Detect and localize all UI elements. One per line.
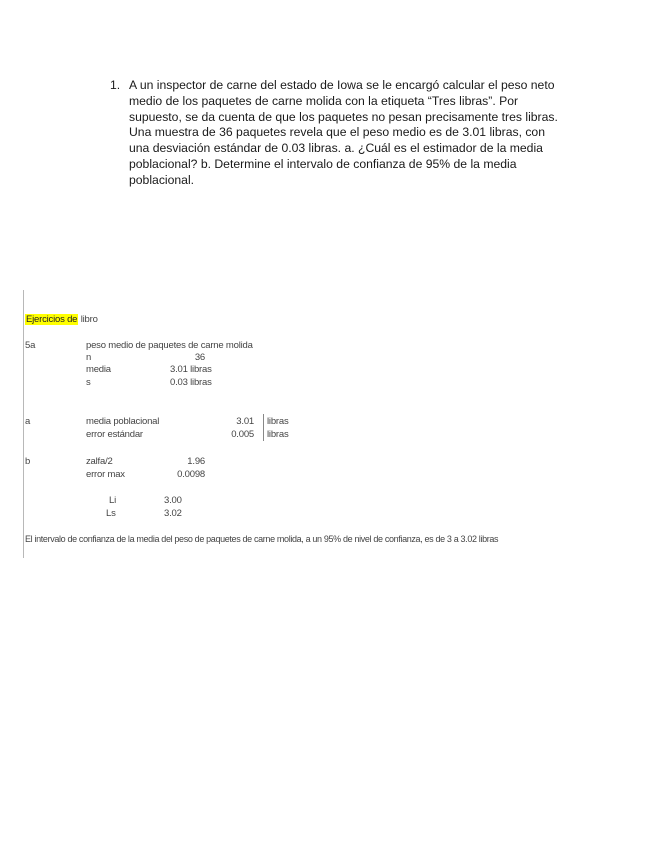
z-label: zalfa/2 [86, 456, 113, 467]
problem-statement [110, 78, 560, 189]
row-label-a: a [25, 416, 31, 427]
cell-divider [263, 414, 264, 441]
upper-limit-value: 3.02 [164, 508, 182, 519]
lower-limit-value: 3.00 [164, 495, 182, 506]
lower-limit-label: Li [109, 495, 116, 506]
n-label: n [86, 352, 92, 363]
estimator-value: 3.01 [236, 416, 254, 427]
problem-description: peso medio de paquetes de carne molida [86, 340, 253, 351]
upper-limit-label: Ls [106, 508, 116, 519]
estimator-unit: libras [267, 416, 289, 427]
header-rest: libro [80, 314, 98, 325]
spreadsheet-region [23, 290, 643, 558]
std-error-label: error estándar [86, 429, 143, 440]
max-error-value: 0.0098 [177, 469, 205, 480]
row-label-b: b [25, 456, 31, 467]
row-label-5a: 5a [25, 340, 36, 351]
estimator-label: media poblacional [86, 416, 160, 427]
mean-label: media [86, 364, 111, 375]
sheet-left-border [23, 290, 24, 558]
std-error-value: 0.005 [231, 429, 254, 440]
conclusion-text: El intervalo de confianza de la media del peso de paquetes de carne molida, a un 95% de nivel de confianza, es de 3 a 3.02 libras [25, 534, 499, 544]
header-highlight: Ejercicios de [26, 314, 78, 325]
std-error-unit: libras [267, 429, 289, 440]
max-error-label: error max [86, 469, 125, 480]
mean-value: 3.01 libras [170, 364, 212, 375]
sd-label: s [86, 377, 91, 388]
sd-value: 0.03 libras [170, 377, 212, 388]
z-value: 1.96 [187, 456, 205, 467]
problem-number: 1. [110, 78, 121, 92]
sheet-header [25, 314, 98, 325]
n-value: 36 [194, 352, 205, 363]
problem-text: A un inspector de carne del estado de Iowa se le encargó calcular el peso neto medio de los paquetes de carne molida con la etiqueta “Tres libras”. Por supuesto, se da cuenta de que los paquetes no pesan precisamente tres libras. Una muestra de 36 paquetes revela que el peso medio es de 3.01 libras, con una desviación estándar de 0.03 libras. a. ¿Cuál es el estimador de la media poblacional? b. Determine el intervalo de confianza de 95% de la media poblacional. [129, 78, 558, 187]
